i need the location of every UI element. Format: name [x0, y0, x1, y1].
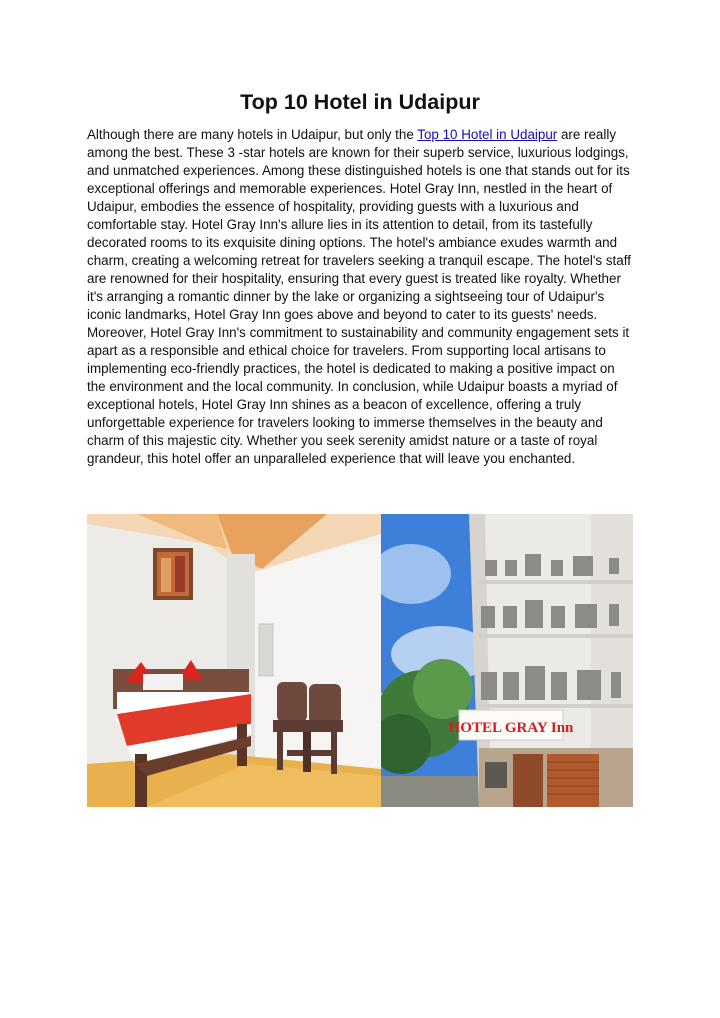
hotel-exterior-photo	[381, 514, 633, 807]
paragraph-text: are really among the best. These 3 -star hotels are known for their superb service, luxurious lodgings, and unmatched experiences. Among these distinguished hotels is one that stands out for its exceptional offerings and memorable experiences. Hotel Gray Inn, nestled in the heart of Udaipur, embodies the essence of hospitality, providing guests with a luxurious and comfortable stay. Hotel Gray Inn's allure lies in its attention to detail, from its tastefully decorated rooms to its exquisite dining options. The hotel's ambiance exudes warmth and charm, creating a welcoming retreat for travelers seeking a tranquil escape. The hotel's staff are renowned for their hospitality, ensuring that every guest is treated like royalty. Whether it's arranging a romantic dinner by the lake or organizing a sightseeing tour of Udaipur's iconic landmarks, Hotel Gray Inn goes above and beyond to cater to its guests' needs. Moreover, Hotel Gray Inn's commitment to sustainability and community engagement sets it apart as a responsible and ethical choice for travelers. From supporting local artisans to implementing eco-friendly practices, the hotel is dedicated to making a positive impact on the environment and the local community. In conclusion, while Udaipur boasts a myriad of exceptional hotels, Hotel Gray Inn shines as a beacon of excellence, offering a truly unforgettable experience for travelers looking to immerse themselves in the beauty and charm of this majestic city. Whether you seek serenity amidst nature or a taste of royal grandeur, this hotel offer an unparalleled experience that will leave you enchanted.	[87, 127, 631, 466]
intro-text: Although there are many hotels in Udaipur, but only the	[87, 127, 418, 142]
page-title: Top 10 Hotel in Udaipur	[240, 90, 480, 114]
hotel-room-photo	[87, 514, 381, 807]
top-10-hotels-link[interactable]: Top 10 Hotel in Udaipur	[417, 127, 558, 142]
hotel-sign-text: HOTEL GRAY Inn	[448, 720, 574, 736]
body-paragraph	[87, 126, 635, 468]
